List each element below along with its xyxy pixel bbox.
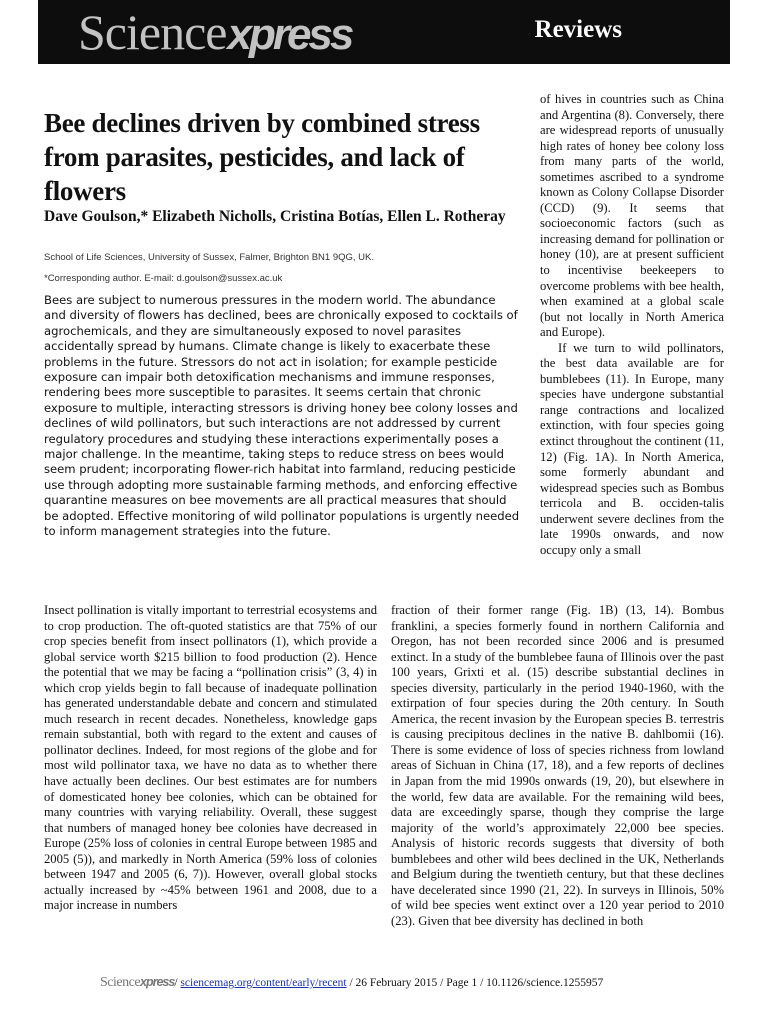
article-title: Bee declines driven by combined stress from parasites, pesticides, and lack of flowers xyxy=(44,108,480,206)
body-column-right xyxy=(391,603,724,929)
paragraph: fraction of their former range (Fig. 1B) (13, 14). Bombus franklini, a species formerly found in northern California and Oregon, has not been recorded since 2006 and is presumed extinct. In a study of the bumblebee fauna of Illinois over the past 100 years, Grixti et al. (15) describe substantial declines in species diversity, particularly in the period 1940-1960, with the extirpation of four species during the 20th century. In South America, the recent invasion by the European species B. terrestris is causing precipitous declines in the native B. dahlbomii (16). There is some evidence of loss of species richness from lowland areas of Sichuan in China (17, 18), and a few reports of declines in Japan from the mid 1990s onwards (19, 20), but elsewhere in the world, few data are available. For the remaining wild bees, data are exceedingly sparse, though they comprise the large majority of the world’s approximately 22,000 bee species. Analysis of historic records suggests that diversity of both bumblebees and other wild bees declined in the UK, Netherlands and Belgium during the twentieth century, but that these declines have decelerated since 1990 (21, 22). In surveys in Illinois, 50% of wild bee species went extinct over a 120 year period to 2010 (23). Given that bee diversity has declined in both xyxy=(391,603,724,928)
sciencexpress-logo xyxy=(78,2,351,62)
logo-science: Science xyxy=(78,4,227,60)
footer-slash: / xyxy=(174,977,178,989)
page-footer xyxy=(100,975,720,991)
section-label: Reviews xyxy=(534,16,622,43)
paragraph: of hives in countries such as China and Argentina (8). Conversely, there are widespread reports of unusually high rates of honey bee colony loss from many parts of the world, sometimes ascribed to a syndrome known as Colony Collapse Disorder (CCD) (9). It seems that socioeconomic factors (such as increasing demand for pollination or honey (10), are at present sufficient to incentivise beekeepers to overcome problems with bee health, when examined at a global scale (but not locally in North America and Europe). xyxy=(540,92,724,340)
header-banner xyxy=(38,0,730,64)
author-list: Dave Goulson,* Elizabeth Nicholls, Cristina Botías, Ellen L. Rotheray xyxy=(44,208,506,225)
paragraph: If we turn to wild pollinators, the best data available are for bumblebees (11). In Europe, many species have undergone substantial range contractions and localized extinction, with four species going extinct throughout the continent (11, 12) (Fig. 1A). In North America, some formerly abundant and widespread species such as Bombus terricola and B. occiden-talis underwent severe declines from the late 1990s onwards, and now occupy only a small xyxy=(540,340,724,557)
footer-logo-science: Science xyxy=(100,975,141,990)
affiliation: School of Life Sciences, University of Sussex, Falmer, Brighton BN1 9QG, UK. xyxy=(44,252,374,263)
body-column-left xyxy=(44,603,377,914)
abstract: Bees are subject to numerous pressures in the modern world. The abundance and diversity of flowers has declined, bees are chronically exposed to cocktails of agrochemicals, and they are simultaneously exposed to novel parasites accidentally spread by humans. Climate change is likely to exacerbate these problems in the future. Stressors do not act in isolation; for example pesticide exposure can impair both detoxification mechanisms and immune responses, rendering bees more susceptible to parasites. It seems certain that chronic exposure to multiple, interacting stressors is driving honey bee colony losses and declines of wild pollinators, but such interactions are not addressed by current regulatory procedures and studying these interactions experimentally poses a major challenge. In the meantime, taking steps to reduce stress on bees would seem prudent; incorporating flower-rich habitat into farmland, reducing pesticide use through adopting more sustainable farming methods, and enforcing effective quarantine measures on bee movements are all practical measures that should be adopted. Effective monitoring of wild pollinator populations is urgently needed to inform management strategies into the future. xyxy=(44,293,520,539)
footer-logo-express: xpress xyxy=(140,975,175,989)
body-column-right-top xyxy=(540,92,724,558)
footer-info: / 26 February 2015 / Page 1 / 10.1126/science.1255957 xyxy=(346,977,604,989)
footer-link[interactable]: sciencemag.org/content/early/recent xyxy=(180,977,347,989)
paragraph: Insect pollination is vitally important to terrestrial ecosystems and to crop production. The oft-quoted statistics are that 75% of our crop species benefit from insect pollinators (1), which provide a global service worth $215 billion to food production (2). Hence the potential that we may be facing a “pollination crisis” (3, 4) in which crop yields begin to fall because of inadequate pollination has generated understandable debate and concern and stimulated much research in recent decades. Nonetheless, knowledge gaps remain substantial, both with regard to the extent and causes of pollinator declines. Indeed, for most regions of the globe and for most wild pollinator taxa, we have no data as to whether there have actually been declines. Our best estimates are for numbers of domesticated honey bee colonies, which can be obtained for many countries with varying reliability. Overall, these suggest that numbers of managed honey bee colonies have decreased in Europe (25% loss of colonies in central Europe between 1985 and 2005 (5)), and markedly in North America (59% loss of colonies between 1947 and 2005 (6, 7)). However, overall global stocks actually increased by ~45% between 1961 and 2008, due to a major increase in numbers xyxy=(44,603,377,913)
logo-express: xpress xyxy=(227,10,352,59)
corresponding-author: *Corresponding author. E-mail: d.goulson@sussex.ac.uk xyxy=(44,273,283,284)
